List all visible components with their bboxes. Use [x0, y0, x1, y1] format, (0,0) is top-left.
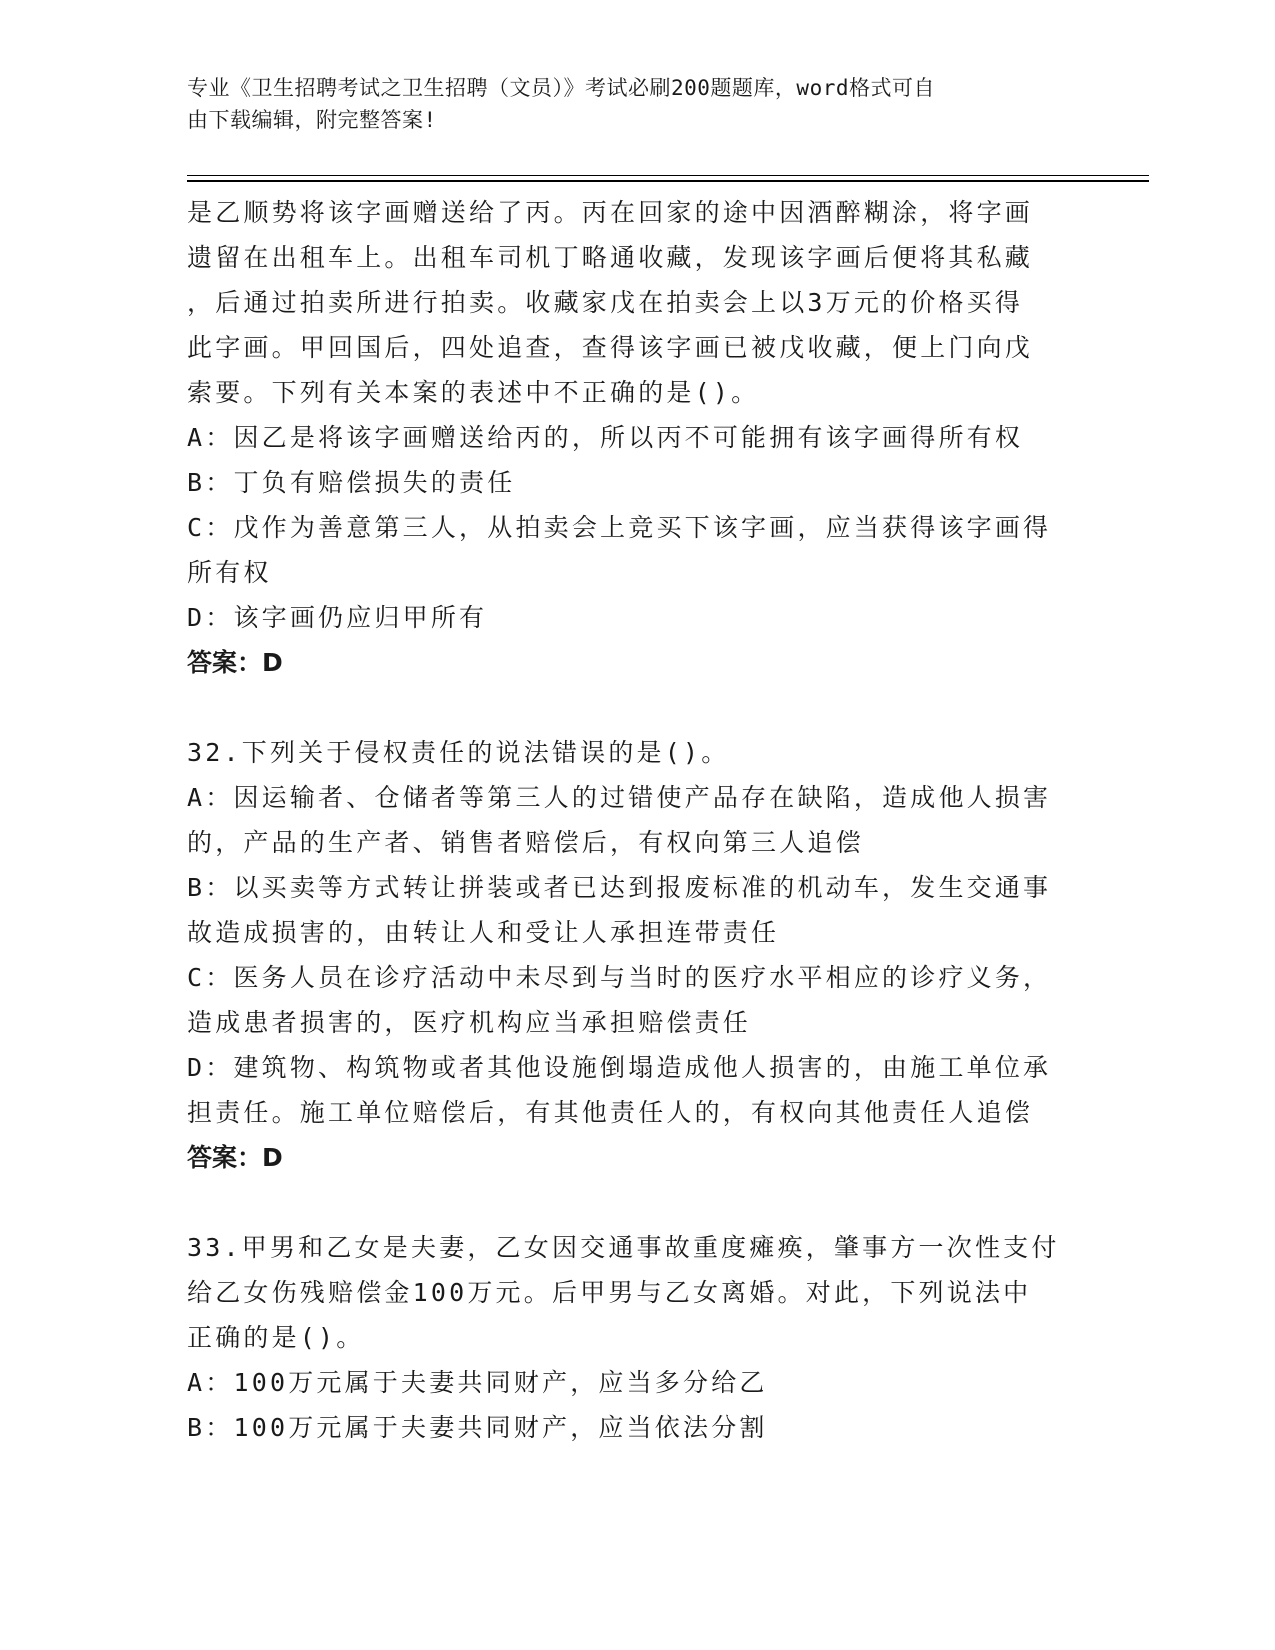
spacer [187, 685, 1087, 730]
question-stem-line: 索要。下列有关本案的表述中不正确的是()。 [187, 378, 760, 407]
question-stem: 32.下列关于侵权责任的说法错误的是()。 [187, 738, 730, 767]
option-b-line: 故造成损害的，由转让人和受让人承担连带责任 [187, 918, 780, 947]
option-a: A：因乙是将该字画赠送给丙的，所以丙不可能拥有该字画得所有权 [187, 423, 1024, 452]
option-b: B：丁负有赔偿损失的责任 [187, 468, 516, 497]
option-c-line: C：医务人员在诊疗活动中未尽到与当时的医疗水平相应的诊疗义务， [187, 963, 1052, 992]
option-a-line: 的，产品的生产者、销售者赔偿后，有权向第三人追偿 [187, 828, 864, 857]
spacer [187, 1180, 1087, 1225]
answer: 答案：D [187, 648, 283, 677]
option-b: B：100万元属于夫妻共同财产，应当依法分割 [187, 1413, 768, 1442]
option-c-line: 造成患者损害的，医疗机构应当承担赔偿责任 [187, 1008, 752, 1037]
question-33 [187, 1225, 1087, 1450]
option-d: D：该字画仍应归甲所有 [187, 603, 488, 632]
question-stem-line: 33.甲男和乙女是夫妻，乙女因交通事故重度瘫痪，肇事方一次性支付 [187, 1233, 1060, 1262]
question-31 [187, 190, 1087, 685]
option-a: A：100万元属于夫妻共同财产，应当多分给乙 [187, 1368, 768, 1397]
answer: 答案：D [187, 1143, 283, 1172]
header-divider-thick [187, 180, 1149, 182]
question-32 [187, 730, 1087, 1180]
question-stem-line: 遗留在出租车上。出租车司机丁略通收藏，发现该字画后便将其私藏 [187, 243, 1034, 272]
document-header [187, 72, 1067, 136]
option-d-line: D：建筑物、构筑物或者其他设施倒塌造成他人损害的，由施工单位承 [187, 1053, 1052, 1082]
question-stem-line: 正确的是()。 [187, 1323, 365, 1352]
option-a-line: A：因运输者、仓储者等第三人的过错使产品存在缺陷，造成他人损害 [187, 783, 1052, 812]
question-stem-line: 是乙顺势将该字画赠送给了丙。丙在回家的途中因酒醉糊涂，将字画 [187, 198, 1034, 227]
option-b-line: B：以买卖等方式转让拼装或者已达到报废标准的机动车，发生交通事 [187, 873, 1052, 902]
question-stem-line: 给乙女伤残赔偿金100万元。后甲男与乙女离婚。对此，下列说法中 [187, 1278, 1032, 1307]
header-line-1: 专业《卫生招聘考试之卫生招聘（文员）》考试必刷200题题库，word格式可自 [187, 76, 935, 100]
document-body [187, 190, 1087, 1450]
header-divider-thin [187, 175, 1149, 176]
option-d-line: 担责任。施工单位赔偿后，有其他责任人的，有权向其他责任人追偿 [187, 1098, 1034, 1127]
option-c-line: 所有权 [187, 558, 272, 587]
option-c-line: C：戊作为善意第三人，从拍卖会上竞买下该字画，应当获得该字画得 [187, 513, 1052, 542]
question-stem-line: 此字画。甲回国后，四处追查，查得该字画已被戊收藏，便上门向戊 [187, 333, 1034, 362]
question-stem-line: ，后通过拍卖所进行拍卖。收藏家戊在拍卖会上以3万元的价格买得 [187, 288, 1024, 317]
header-line-2: 由下载编辑，附完整答案! [187, 108, 437, 132]
